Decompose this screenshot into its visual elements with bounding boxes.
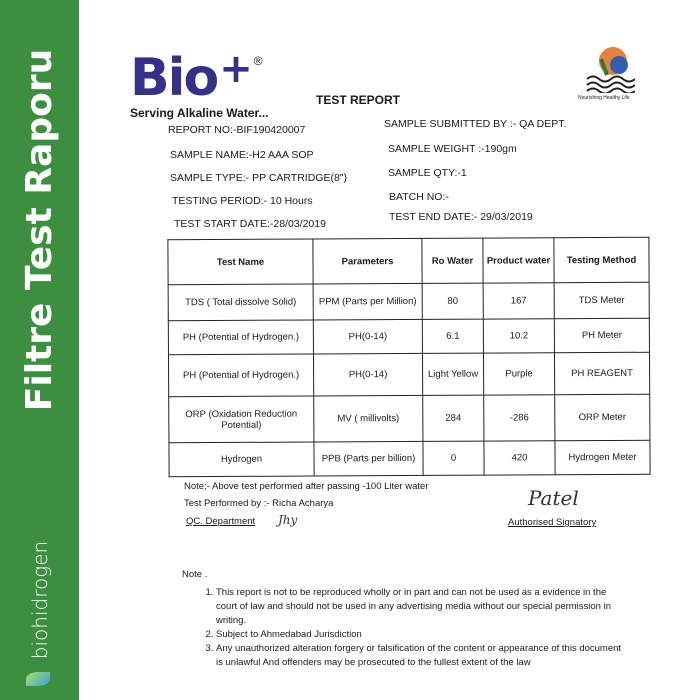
logo-text: Bio — [130, 48, 218, 108]
performed-by: Test Performed by :- Richa Acharya — [184, 498, 334, 509]
cell: 0 — [423, 441, 484, 475]
qc-department: QC. Department — [186, 516, 256, 527]
table-row — [168, 318, 649, 355]
cell: 420 — [484, 441, 555, 475]
cell: MV ( millivolts) — [314, 395, 423, 442]
bio-logo — [130, 46, 263, 108]
col-ro-water: Ro Water — [422, 238, 483, 283]
cell: ORP Meter — [555, 394, 650, 440]
col-testing-method: Testing Method — [554, 237, 649, 282]
cell: TDS Meter — [554, 282, 649, 318]
sidebar-title: Filtre Test Raporu — [19, 48, 60, 412]
test-note: Note;- Above test performed after passing -100 Liter water — [184, 481, 429, 492]
cell: 6.1 — [422, 319, 483, 353]
batch-no: BATCH NO:- — [389, 191, 449, 203]
sample-submitted-by: SAMPLE SUBMITTED BY :- QA DEPT. — [384, 118, 567, 130]
emblem-icon — [585, 45, 635, 93]
cell: 167 — [483, 283, 554, 319]
note-item: 2. Subject to Ahmedabad Jurisdiction — [216, 628, 626, 642]
logo-plus: + — [219, 46, 253, 92]
cell: PH (Potential of Hydrogen.) — [168, 354, 313, 397]
test-end-date: TEST END DATE:- 29/03/2019 — [389, 211, 533, 223]
cell: ORP (Oxidation Reduction Potential) — [169, 396, 314, 443]
qc-signature: Jhy — [278, 513, 298, 527]
tagline: Serving Alkaline Water... — [130, 106, 269, 120]
table-row — [168, 282, 649, 321]
table-header-row — [168, 237, 649, 285]
testing-period: TESTING PERIOD:- 10 Hours — [172, 195, 313, 207]
cell: Purple — [483, 353, 554, 395]
col-parameters: Parameters — [313, 238, 422, 284]
report-no: REPORT NO:-BIF190420007 — [168, 124, 306, 136]
cell: 10.2 — [483, 319, 554, 353]
brand-name: biohidrogen — [28, 540, 52, 660]
cell: PH(0-14) — [313, 319, 422, 354]
table-row — [169, 394, 650, 443]
cell: PH(0-14) — [313, 353, 422, 396]
col-product-water: Product water — [483, 238, 554, 283]
cell: Hydrogen Meter — [555, 440, 650, 474]
cell: 80 — [422, 283, 483, 319]
cell: PPM (Parts per Million) — [313, 283, 422, 320]
sample-name: SAMPLE NAME:-H2 AAA SOP — [170, 149, 314, 161]
results-table — [167, 237, 650, 478]
authorised-signature: Patel — [528, 486, 579, 510]
logo-registered: ® — [253, 54, 263, 68]
cell: 284 — [423, 395, 484, 441]
emblem-tagline: Nourishing Healthy Life — [578, 95, 630, 101]
cell: Light Yellow — [422, 353, 483, 395]
report-title: TEST REPORT — [316, 93, 401, 107]
cell: TDS ( Total dissolve Solid) — [168, 284, 313, 321]
note-heading: Note . — [182, 569, 208, 580]
cell: PPB (Parts per billion) — [314, 441, 423, 476]
note-item: 1. This report is not to be reproduced wholly or in part and can not be used as a evidence in the court of law and should not be used in any advertising media without our special permission in writing. — [216, 586, 626, 628]
sample-qty: SAMPLE QTY:-1 — [388, 167, 467, 179]
cell: PH REAGENT — [554, 352, 649, 394]
cell: -286 — [484, 395, 555, 441]
col-test-name: Test Name — [168, 239, 313, 285]
table-row — [168, 352, 649, 397]
leaf-logo-icon — [26, 672, 50, 686]
authorised-signatory: Authorised Signatory — [508, 517, 597, 528]
cell: PH Meter — [554, 318, 649, 352]
sample-type: SAMPLE TYPE:- PP CARTRIDGE(8") — [170, 172, 348, 184]
cell: PH (Potential of Hydrogen.) — [168, 320, 313, 355]
notes-list — [198, 586, 626, 670]
table-row — [169, 440, 650, 477]
note-item: 3. Any unauthorized alteration forgery or falsification of the content or appearance of this document is unlawful And offenders may be prosecuted to the fullest extent of the law — [216, 642, 626, 670]
cell: Hydrogen — [169, 442, 314, 477]
test-start-date: TEST START DATE:-28/03/2019 — [174, 218, 326, 230]
sample-weight: SAMPLE WEIGHT :-190gm — [388, 143, 517, 155]
sidebar-banner — [0, 0, 79, 700]
